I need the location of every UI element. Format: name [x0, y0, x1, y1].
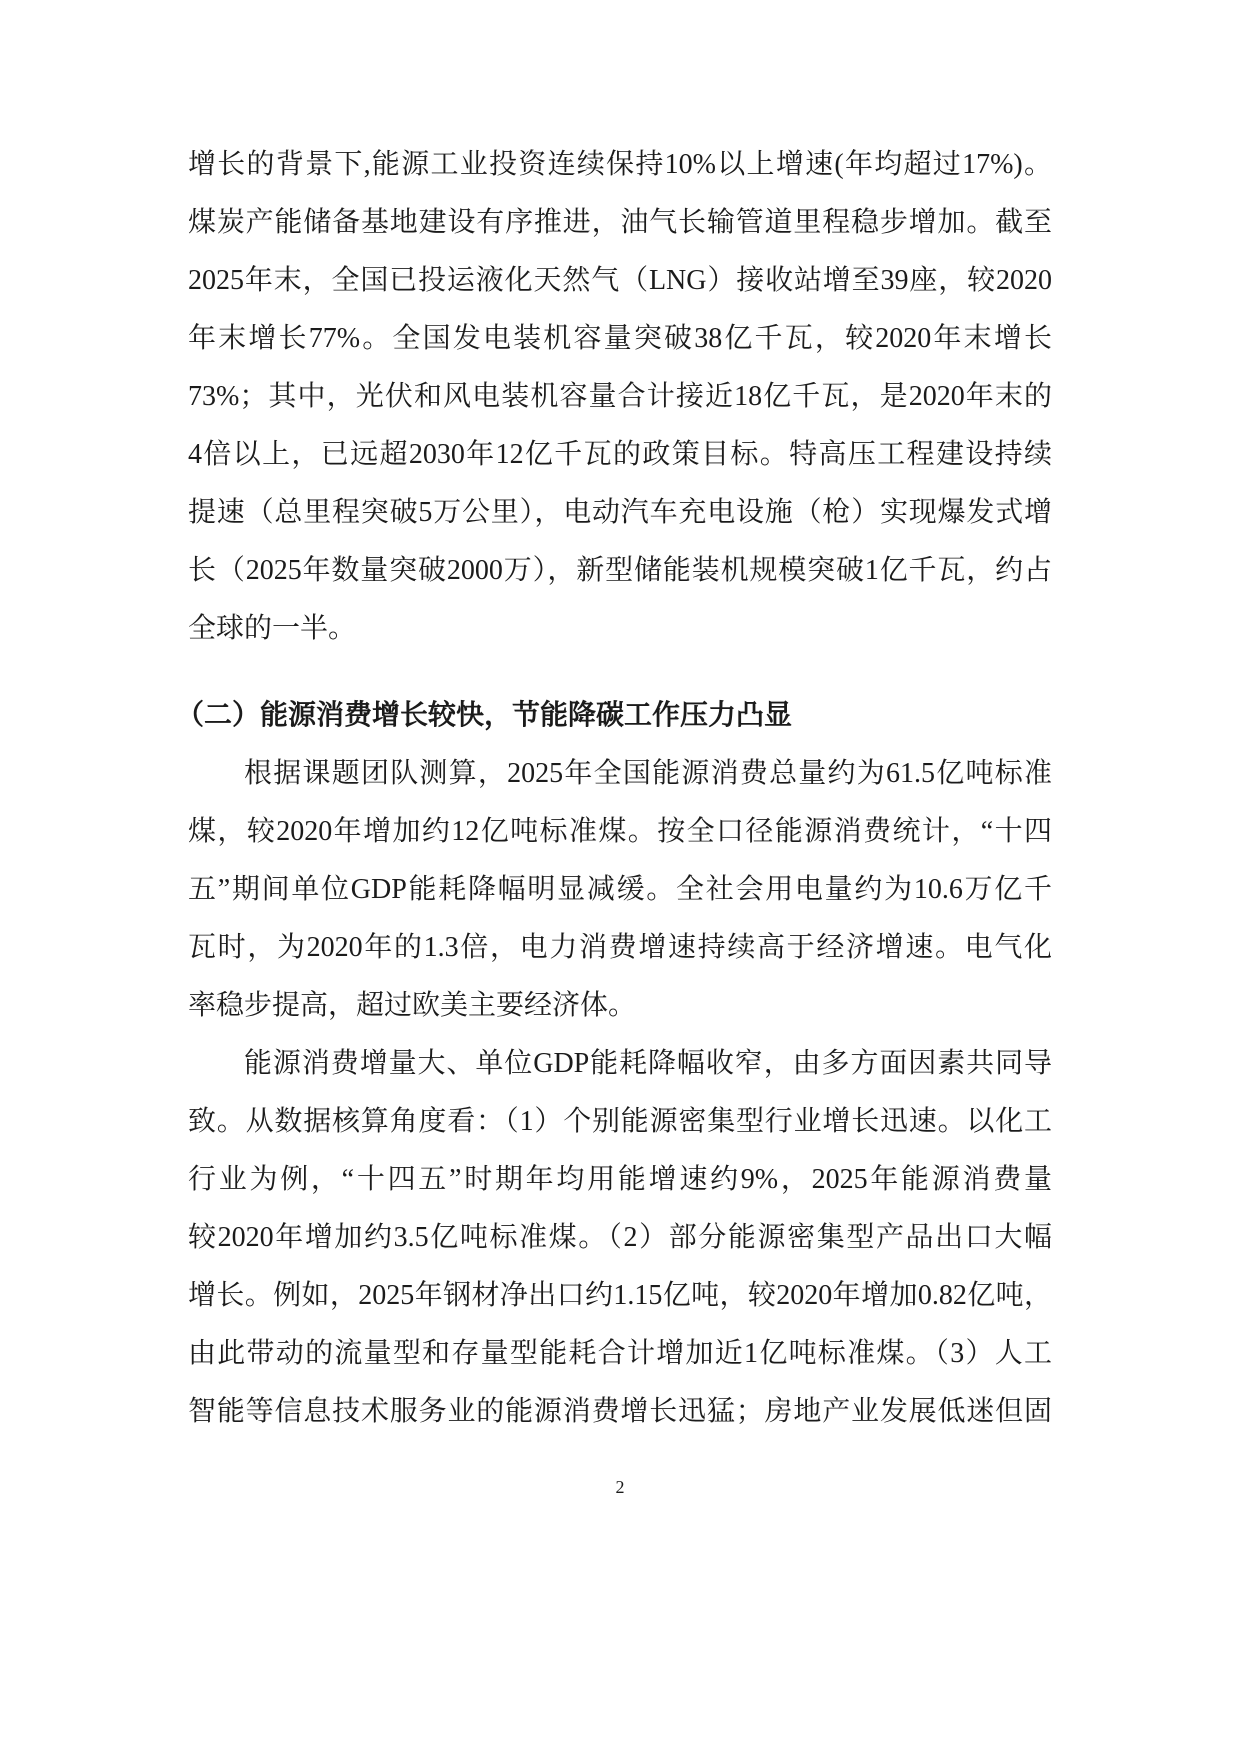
text-line: 五”期间单位GDP能耗降幅明显减缓。全社会用电量约为10.6万亿千 [188, 874, 1052, 905]
text-line: 增长。例如，2025年钢材净出口约1.15亿吨，较2020年增加0.82亿吨， [188, 1280, 1052, 1311]
document-body [176, 136, 1052, 1441]
paragraph-energy-investment [188, 136, 1052, 658]
page-number: 2 [615, 1477, 625, 1497]
text-line: 智能等信息技术服务业的能源消费增长迅猛；房地产业发展低迷但固 [188, 1396, 1052, 1427]
text-line: 较2020年增加约3.5亿吨标准煤。（2）部分能源密集型产品出口大幅 [188, 1222, 1052, 1253]
text-line: 行业为例，“十四五”时期年均用能增速约9%，2025年能源消费量 [188, 1164, 1052, 1195]
text-line: 年末增长77%。全国发电装机容量突破38亿千瓦，较2020年末增长 [188, 323, 1052, 354]
text-line: 瓦时，为2020年的1.3倍，电力消费增速持续高于经济增速。电气化 [188, 932, 1052, 963]
text-line: 根据课题团队测算，2025年全国能源消费总量约为61.5亿吨标准 [244, 758, 1052, 789]
text-line: 73%；其中，光伏和风电装机容量合计接近18亿千瓦，是2020年末的 [188, 381, 1052, 412]
text-line: 长（2025年数量突破2000万），新型储能装机规模突破1亿千瓦，约占 [188, 555, 1052, 586]
text-line: 增长的背景下,能源工业投资连续保持10%以上增速(年均超过17%)。 [188, 149, 1052, 180]
text-line: 4倍以上，已远超2030年12亿千瓦的政策目标。特高压工程建设持续 [188, 439, 1052, 470]
text-line: 煤，较2020年增加约12亿吨标准煤。按全口径能源消费统计，“十四 [188, 816, 1052, 847]
section-heading: （二）能源消费增长较快，节能降碳工作压力凸显 [176, 700, 793, 731]
text-line: 全球的一半。 [188, 613, 357, 644]
text-line: 2025年末，全国已投运液化天然气（LNG）接收站增至39座，较2020 [188, 265, 1052, 296]
text-line: 由此带动的流量型和存量型能耗合计增加近1亿吨标准煤。（3）人工 [188, 1338, 1052, 1369]
text-line: 能源消费增量大、单位GDP能耗降幅收窄，由多方面因素共同导 [244, 1048, 1052, 1079]
paragraph-energy-consumption [188, 745, 1052, 1035]
paragraph-consumption-factors [188, 1035, 1052, 1441]
text-line: 提速（总里程突破5万公里），电动汽车充电设施（枪）实现爆发式增 [188, 497, 1052, 528]
text-line: 率稳步提高，超过欧美主要经济体。 [188, 990, 637, 1021]
text-line: 致。从数据核算角度看：（1）个别能源密集型行业增长迅速。以化工 [188, 1106, 1052, 1137]
text-line: 煤炭产能储备基地建设有序推进，油气长输管道里程稳步增加。截至 [188, 207, 1052, 238]
